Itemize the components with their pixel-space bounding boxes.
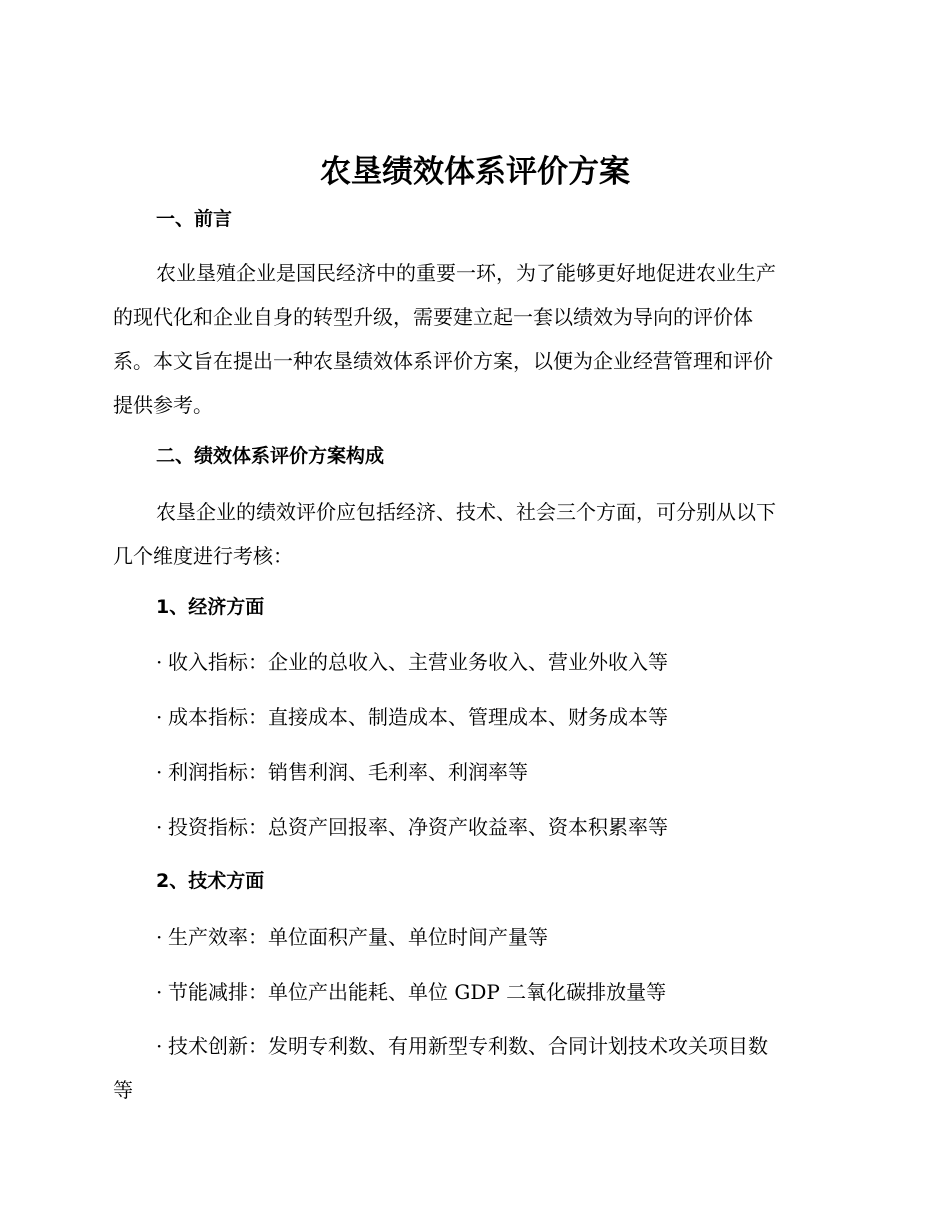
list-item [113,647,876,677]
bullet-dot: · [156,650,163,674]
preface-paragraph [113,251,833,427]
subsection-heading-technical: 2、技术方面 [156,870,265,892]
list-item [113,812,876,842]
paragraph-line: 提供参考。 [113,393,213,417]
bullet-dot: · [156,1034,163,1058]
structure-paragraph [113,490,833,578]
list-item [113,977,876,1007]
paragraph-line: 系。本文旨在提出一种农垦绩效体系评价方案，以便为企业经营管理和评价 [113,349,773,373]
bullet-dot: · [156,980,163,1004]
list-item-text: 节能减排：单位产出能耗、单位 GDP 二氧化碳排放量等 [168,980,667,1004]
paragraph-line: 的现代化和企业自身的转型升级，需要建立起一套以绩效为导向的评价体 [113,305,753,329]
list-item-text: 收入指标：企业的总收入、主营业务收入、营业外收入等 [168,650,668,674]
list-item-line [113,1024,833,1068]
bullet-dot: · [156,760,163,784]
bullet-dot: · [156,925,163,949]
bullet-dot: · [156,815,163,839]
list-item [113,922,876,952]
list-item-text: 利润指标：销售利润、毛利率、利润率等 [168,760,528,784]
paragraph-line: 几个维度进行考核： [113,544,293,568]
list-item-text: 投资指标：总资产回报率、净资产收益率、资本积累率等 [168,815,668,839]
bullet-dot: · [156,705,163,729]
list-item [113,1024,833,1112]
list-item-text: 生产效率：单位面积产量、单位时间产量等 [168,925,548,949]
list-item-continuation: 等 [113,1078,133,1102]
section-heading-structure: 二、绩效体系评价方案构成 [156,445,385,467]
list-item [113,702,876,732]
list-item-text: 技术创新：发明专利数、有用新型专利数、合同计划技术攻关项目数 [168,1034,768,1058]
list-item [113,757,876,787]
list-item-text: 成本指标：直接成本、制造成本、管理成本、财务成本等 [168,705,668,729]
section-heading-preface: 一、前言 [156,208,233,230]
subsection-heading-economic: 1、经济方面 [156,596,265,618]
paragraph-line: 农垦企业的绩效评价应包括经济、技术、社会三个方面，可分别从以下 [156,500,776,524]
document-title: 农垦绩效体系评价方案 [320,154,630,190]
paragraph-line: 农业垦殖企业是国民经济中的重要一环，为了能够更好地促进农业生产 [156,261,776,285]
